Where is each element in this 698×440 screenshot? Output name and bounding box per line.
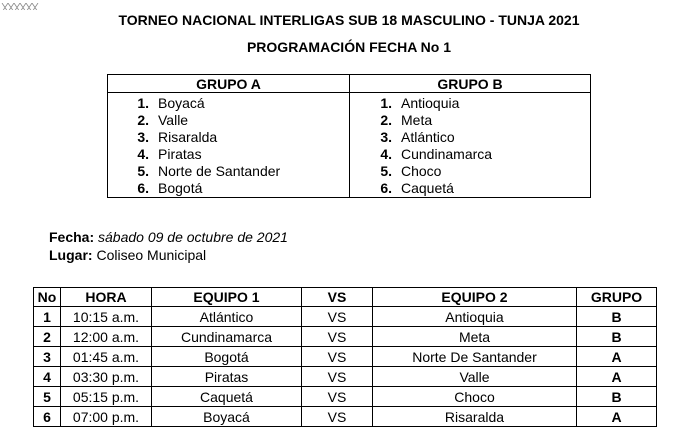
row-hora: 10:15 a.m. (61, 307, 152, 327)
group-b-cell (350, 93, 591, 198)
group-b-list (350, 93, 590, 197)
list-item: 1. Boyacá (137, 95, 205, 111)
row-no: 3 (34, 347, 61, 367)
list-item: 5. Norte de Santander (137, 163, 281, 179)
row-equipo2: Antioquia (373, 307, 577, 327)
row-no: 6 (34, 407, 61, 427)
table-row (34, 347, 657, 367)
row-grupo: A (577, 347, 657, 367)
table-header-row (34, 288, 657, 307)
list-item: 4. Piratas (137, 146, 202, 162)
row-vs: VS (302, 327, 373, 347)
row-equipo2: Norte De Santander (373, 347, 577, 367)
date-line (49, 229, 288, 245)
row-hora: 01:45 a.m. (61, 347, 152, 367)
row-no: 5 (34, 387, 61, 407)
row-vs: VS (302, 367, 373, 387)
list-item: 6. Caquetá (380, 180, 454, 196)
list-item: 4. Cundinamarca (380, 146, 493, 162)
row-hora: 07:00 p.m. (61, 407, 152, 427)
row-vs: VS (302, 387, 373, 407)
table-row (34, 327, 657, 347)
place-value: Coliseo Municipal (96, 247, 207, 263)
row-equipo1: Cundinamarca (152, 327, 302, 347)
col-header-no: No (34, 288, 61, 307)
place-label: Lugar: (49, 247, 93, 263)
list-item: 2. Valle (137, 112, 189, 128)
row-vs: VS (302, 347, 373, 367)
list-item: 3. Risaralda (137, 129, 218, 145)
table-row (34, 387, 657, 407)
row-vs: VS (302, 307, 373, 327)
list-item: 2. Meta (380, 112, 433, 128)
col-header-vs: VS (302, 288, 373, 307)
row-grupo: A (577, 367, 657, 387)
list-item: 3. Atlántico (380, 129, 455, 145)
row-equipo1: Piratas (152, 367, 302, 387)
list-item: 1. Antioquia (380, 95, 460, 111)
table-row (34, 407, 657, 427)
table-row (34, 367, 657, 387)
schedule-table (33, 287, 657, 427)
groups-table (107, 74, 591, 198)
col-header-equipo1: EQUIPO 1 (152, 288, 302, 307)
row-vs: VS (302, 407, 373, 427)
row-equipo2: Valle (373, 367, 577, 387)
page-title: TORNEO NACIONAL INTERLIGAS SUB 18 MASCULINO - TUNJA 2021 (118, 12, 580, 28)
row-grupo: B (577, 327, 657, 347)
group-a-header: GRUPO A (108, 75, 350, 93)
row-equipo1: Caquetá (152, 387, 302, 407)
place-line (49, 247, 206, 263)
row-no: 1 (34, 307, 61, 327)
row-hora: 03:30 p.m. (61, 367, 152, 387)
row-grupo: B (577, 307, 657, 327)
col-header-hora: HORA (61, 288, 152, 307)
row-equipo2: Meta (373, 327, 577, 347)
group-a-cell (108, 93, 350, 198)
group-b-header: GRUPO B (350, 75, 591, 93)
date-label: Fecha: (49, 229, 95, 245)
page-subtitle: PROGRAMACIÓN FECHA No 1 (246, 39, 452, 55)
table-row (34, 307, 657, 327)
row-grupo: B (577, 387, 657, 407)
date-value: sábado 09 de octubre de 2021 (98, 229, 288, 245)
row-equipo2: Choco (373, 387, 577, 407)
row-hora: 05:15 p.m. (61, 387, 152, 407)
row-no: 2 (34, 327, 61, 347)
group-a-list (108, 93, 349, 197)
row-equipo1: Boyacá (152, 407, 302, 427)
row-equipo1: Bogotá (152, 347, 302, 367)
row-equipo2: Risaralda (373, 407, 577, 427)
row-equipo1: Atlántico (152, 307, 302, 327)
col-header-equipo2: EQUIPO 2 (373, 288, 577, 307)
row-no: 4 (34, 367, 61, 387)
logo-fragment (0, 0, 44, 10)
col-header-grupo: GRUPO (577, 288, 657, 307)
row-grupo: A (577, 407, 657, 427)
list-item: 6. Bogotá (137, 180, 203, 196)
row-hora: 12:00 a.m. (61, 327, 152, 347)
list-item: 5. Choco (380, 163, 442, 179)
